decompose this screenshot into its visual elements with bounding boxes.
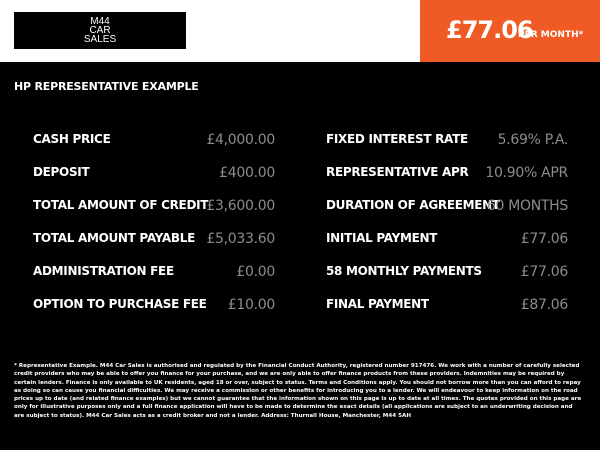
row-label: CASH PRICE [33,132,111,146]
finance-row-apr [326,165,568,198]
finance-row-deposit [33,165,275,198]
logo-line-1: M44 [90,16,110,27]
monthly-price-label: PER MONTH* [518,30,584,40]
row-value: £400.00 [219,165,275,181]
row-value: £3,600.00 [206,198,275,214]
finance-row-admin-fee [33,264,275,297]
finance-row-duration [326,198,568,231]
m44-car-sales-logo[interactable] [14,12,186,49]
header [0,0,600,62]
finance-row-total-payable [33,231,275,264]
finance-disclaimer: * Representative Example. M44 Car Sales is authorised and regulated by the Financial Conduct Authority, registered number 917476. We work with a number of carefully selected credit providers who may be able to offer you finance for your purchase, and we are only able to offer finance products from these providers. Indemnities may be required by certain lenders. Finance is only available to UK residents, aged 18 or over, subject to status. Terms and Conditions apply. You should not borrow more than you can afford to repay as doing so can cause you financial difficulties. We may receive a commission or other benefits for introducing you to a lender. We will endeavour to keep information on the road prices up to date (and related finance examples) but we cannot guarantee that the information shown on this page is up to date at all times. The quotes provided on this page are only for illustrative purposes only and a full finance application will have to be made to determine the exact details (all applications are subject to an underwriting decision and are subject to status). M44 Car Sales acts as a credit broker and not a lender. Address: Thurnall House, Manchester, M44 5AH [14,363,582,419]
panel-title: HP REPRESENTATIVE EXAMPLE [14,80,199,93]
finance-row-monthly-payments [326,264,568,297]
row-value: £87.06 [520,297,568,313]
row-label: FINAL PAYMENT [326,297,429,311]
row-label: OPTION TO PURCHASE FEE [33,297,207,311]
row-label: TOTAL AMOUNT PAYABLE [33,231,195,245]
finance-example-panel [0,62,600,450]
row-value: £0.00 [236,264,275,280]
finance-row-initial-payment [326,231,568,264]
finance-row-cash-price [33,132,275,165]
row-value: £77.06 [520,231,568,247]
row-label: TOTAL AMOUNT OF CREDIT [33,198,209,212]
finance-row-final-payment [326,297,568,330]
logo-line-2: CAR [89,25,111,36]
finance-left-column [33,132,275,330]
finance-row-total-credit [33,198,275,231]
row-label: DEPOSIT [33,165,90,179]
row-label: FIXED INTEREST RATE [326,132,468,146]
row-value: £4,000.00 [206,132,275,148]
monthly-price-badge [420,0,600,62]
row-value: 5.69% P.A. [497,132,568,148]
finance-right-column [326,132,568,330]
row-value: £77.06 [520,264,568,280]
row-label: ADMINISTRATION FEE [33,264,174,278]
row-label: INITIAL PAYMENT [326,231,438,245]
finance-row-interest-rate [326,132,568,165]
row-label: 58 MONTHLY PAYMENTS [326,264,482,278]
row-label: DURATION OF AGREEMENT [326,198,500,212]
row-label: REPRESENTATIVE APR [326,165,469,179]
row-value: £5,033.60 [206,231,275,247]
row-value: £10.00 [227,297,275,313]
finance-row-option-fee [33,297,275,330]
monthly-price-amount: £77.06 [446,16,533,44]
row-value: 10.90% APR [485,165,568,181]
row-value: 60 MONTHS [486,198,568,214]
logo-line-3: SALES [83,34,117,45]
